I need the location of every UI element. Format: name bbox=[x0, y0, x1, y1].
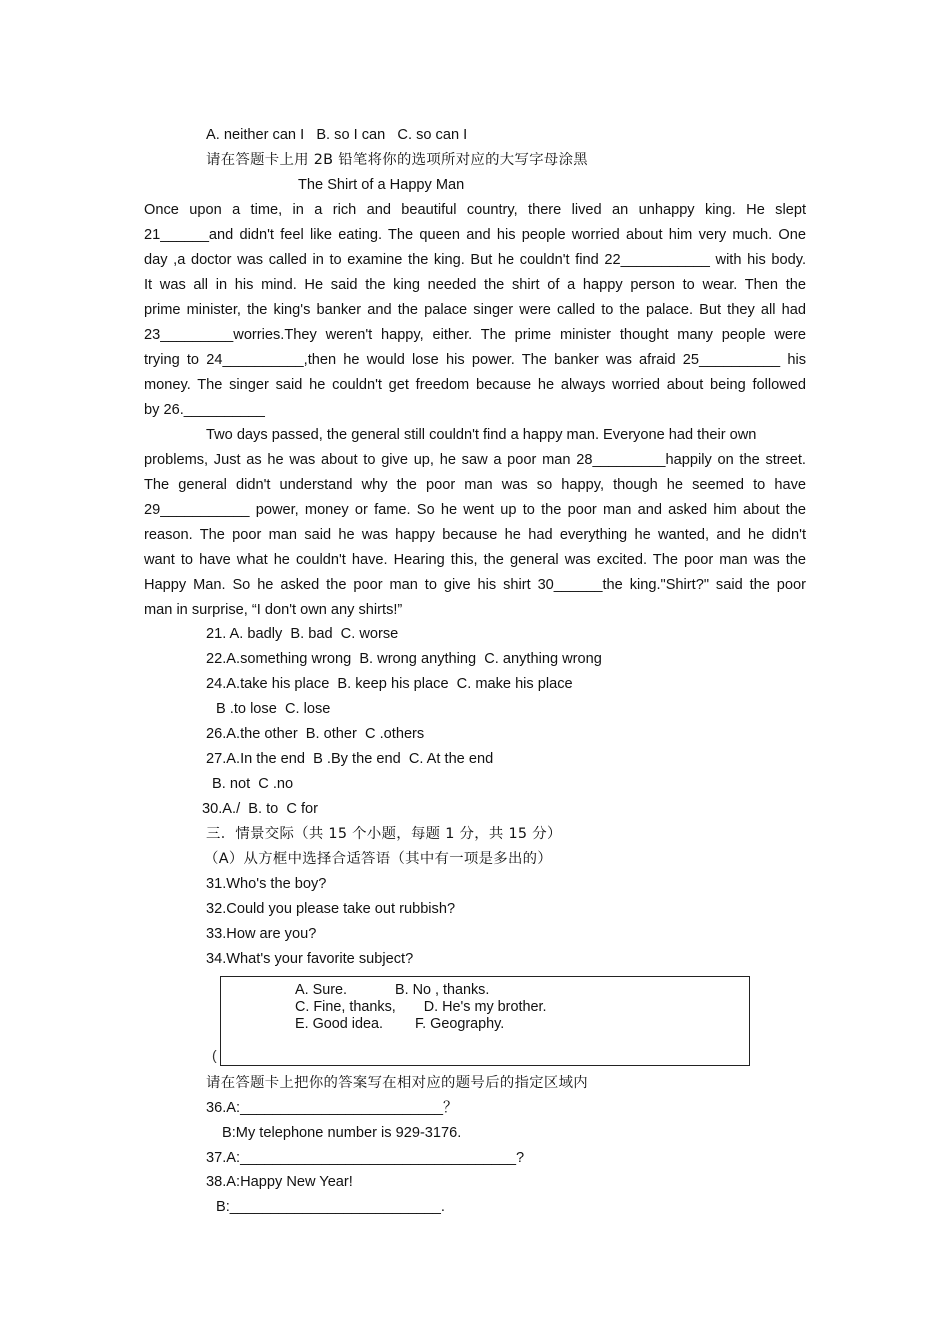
passage-line: It was all in his mind. He said the king needed the shirt of a happy person to wear. Then the bbox=[144, 277, 806, 293]
passage-paragraph-start: Two days passed, the general still couldn't find a happy man. Everyone had their own bbox=[206, 427, 757, 443]
option-row-29: B. not C .no bbox=[212, 776, 294, 792]
passage-line: money. The singer said he couldn't get freedom because he always worried about being followed bbox=[144, 377, 806, 393]
previous-question-options: A. neither can I B. so I can C. so can I bbox=[206, 127, 468, 143]
option-row-24: 24.A.take his place B. keep his place C. make his place bbox=[206, 676, 573, 692]
answer-choices-line: A. Sure. B. No , thanks. bbox=[295, 982, 490, 998]
question-33: 33.How are you? bbox=[206, 926, 317, 942]
answer-choices-line: E. Good idea. F. Geography. bbox=[295, 1016, 505, 1032]
passage-line: 21______and didn't feel like eating. The queen and his people worried about him very much. One bbox=[144, 227, 806, 243]
passage-line: 23_________worries.They weren't happy, either. The prime minister thought many people were bbox=[144, 327, 806, 343]
answer-choices-line: C. Fine, thanks, D. He's my brother. bbox=[295, 999, 547, 1015]
partial-paren: ( bbox=[212, 1047, 217, 1063]
passage-line: prime minister, the king's banker and the palace singer were called to the palace. But they all had bbox=[144, 302, 806, 318]
dialog-38-a: 38.A:Happy New Year! bbox=[206, 1174, 353, 1190]
question-34: 34.What's your favorite subject? bbox=[206, 951, 414, 967]
option-row-30: 30.A./ B. to C for bbox=[202, 801, 318, 817]
passage-line: Happy Man. So he asked the poor man to give his shirt 30______the king."Shirt?" said the poor bbox=[144, 577, 806, 593]
question-31: 31.Who's the boy? bbox=[206, 876, 327, 892]
passage-line: man in surprise, “I don't own any shirts!” bbox=[144, 602, 403, 618]
option-row-21: 21. A. badly B. bad C. worse bbox=[206, 626, 399, 642]
option-row-22: 22.A.something wrong B. wrong anything C. anything wrong bbox=[206, 651, 602, 667]
passage-line: reason. The poor man said he was happy because he had everything he wanted, and he didn't bbox=[144, 527, 806, 543]
answer-sheet-instruction: 请在答题卡上用 2B 铅笔将你的选项所对应的大写字母涂黑 bbox=[206, 152, 588, 168]
answer-sheet-instruction-2: 请在答题卡上把你的答案写在相对应的题号后的指定区域内 bbox=[206, 1075, 588, 1091]
passage-line: 29___________ power, money or fame. So he went up to the poor man and asked him about the bbox=[144, 502, 806, 518]
passage-line: day ,a doctor was called in to examine the king. But he couldn't find 22___________ with his body. bbox=[144, 252, 806, 268]
passage-title: The Shirt of a Happy Man bbox=[298, 177, 465, 193]
option-row-26: 26.A.the other B. other C .others bbox=[206, 726, 425, 742]
dialog-36-b: B:My telephone number is 929-3176. bbox=[222, 1125, 462, 1141]
answer-choices-box bbox=[220, 976, 750, 1066]
section-subheading: （A）从方框中选择合适答语（其中有一项是多出的） bbox=[204, 851, 553, 867]
dialog-38-b: B:__________________________. bbox=[216, 1199, 445, 1215]
passage-line: trying to 24__________,then he would lose his power. The banker was afraid 25__________ his bbox=[144, 352, 806, 368]
option-row-25: B .to lose C. lose bbox=[216, 701, 331, 717]
section-heading: 三．情景交际（共 15 个小题，每题 1 分，共 15 分） bbox=[206, 826, 562, 842]
passage-line: want to have what he couldn't have. Hearing this, the general was excited. The poor man was the bbox=[144, 552, 806, 568]
dialog-37-a: 37.A:__________________________________? bbox=[206, 1150, 525, 1166]
question-32: 32.Could you please take out rubbish? bbox=[206, 901, 456, 917]
passage-line: problems, Just as he was about to give up, he saw a poor man 28_________happily on the street. bbox=[144, 452, 806, 468]
option-row-27: 27.A.In the end B .By the end C. At the end bbox=[206, 751, 494, 767]
dialog-36-a: 36.A:_________________________？ bbox=[206, 1100, 458, 1116]
passage-line: by 26.__________ bbox=[144, 402, 265, 418]
passage-line: Once upon a time, in a rich and beautiful country, there lived an unhappy king. He slept bbox=[144, 202, 806, 218]
passage-line: The general didn't understand why the poor man was so happy, though he seemed to have bbox=[144, 477, 806, 493]
